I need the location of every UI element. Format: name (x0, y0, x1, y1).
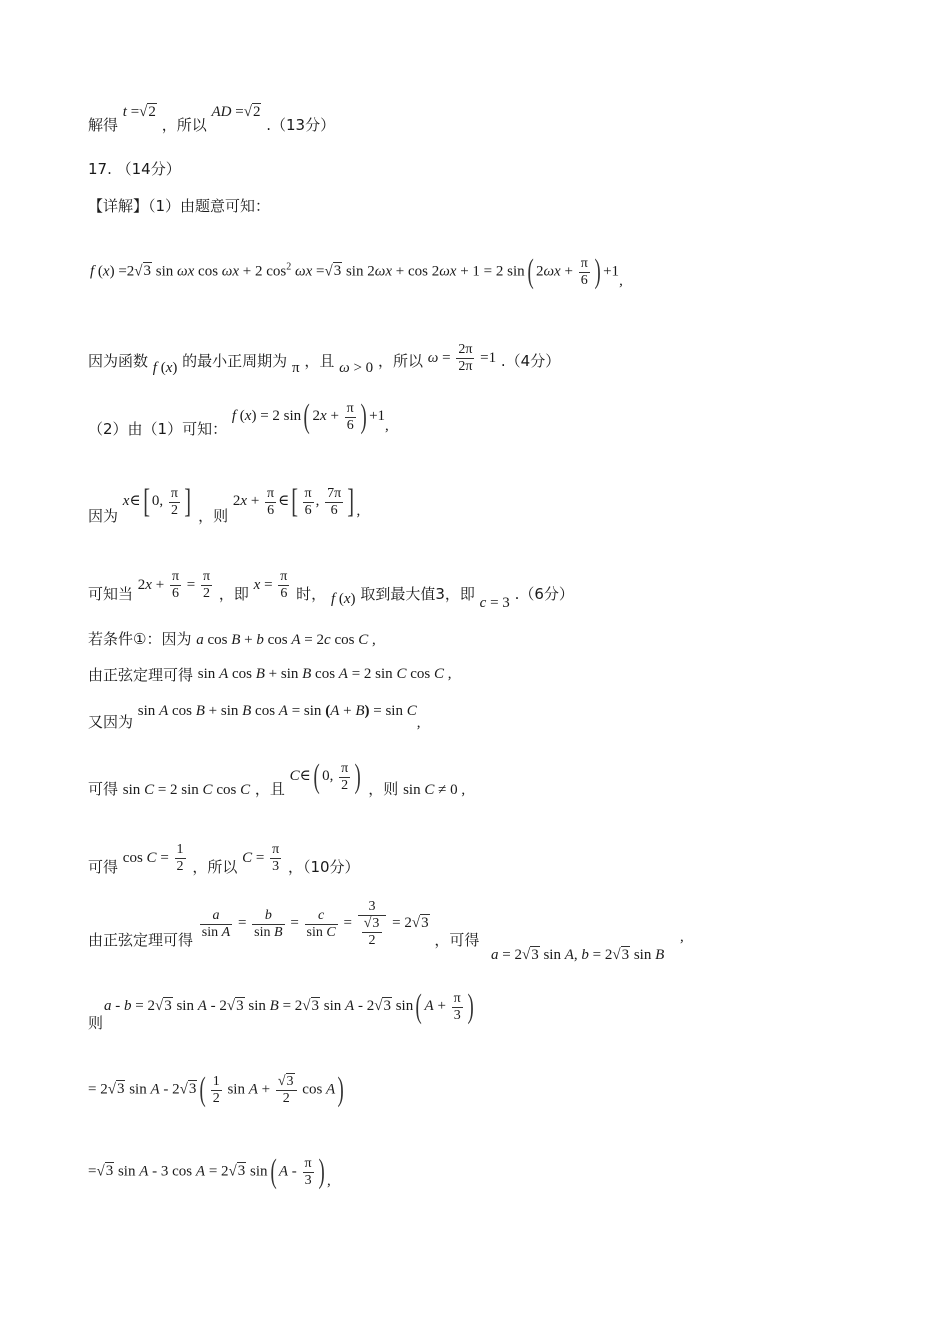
text: .（4分） (500, 351, 561, 370)
text: 由正弦定理可得 (88, 666, 194, 684)
text: 因为 (88, 507, 119, 526)
formula-2x-range: 2x + $\frac{\pi}{6}$ ∈[ $\frac{\pi}{6}$ , $\frac{7\pi}{6}$ ] , (232, 483, 361, 520)
formula-cosC: cos C = $\frac{1}{2}$ (122, 842, 184, 874)
formula-sine-1: sin A cos B + sin B cos A = 2 sin C cos C , (197, 666, 452, 682)
line-sine-law-1 (88, 666, 451, 682)
formula-sum: sin A cos B + sin B cos A = sin (A + B) = sin C, (137, 703, 421, 731)
text: .（13分） (266, 116, 336, 134)
line-period (88, 343, 560, 374)
formula-x-range: x∈[ 0, $\frac{\pi}{2}$ ] (122, 483, 192, 520)
formula-c: c = 3 (479, 594, 510, 611)
question-number: 17. （14分） (88, 160, 181, 178)
text: ，且 (254, 780, 285, 799)
line-sinC (88, 758, 466, 799)
text: ，所以 (377, 351, 423, 370)
formula-ad: AD =√2 (211, 104, 261, 120)
text: 取到最大值3，即 (360, 584, 475, 603)
text: ，则 (198, 507, 229, 526)
formula-fx-small: f (x) (152, 359, 178, 376)
text: （2）由（1）可知： (88, 420, 228, 439)
formula-fx: f (x) =2√3 sin ωx cos ωx + 2 $\cos^2 \omega x =√3$ sin 2ωx + cos 2ωx + 1 = 2 sin( 2ωx + $\frac{\pi}{6}$ ) +1, (90, 253, 623, 290)
formula-sinC: sin C = 2 sin C cos C (122, 782, 251, 799)
text: 可知当 (88, 584, 134, 603)
formula-fx-2: f (x) = 2 sin( 2x + $\frac{\pi}{6}$ ) +1, (231, 398, 389, 435)
text: ，所以 (192, 857, 238, 876)
comma: , (680, 929, 684, 945)
text: 解得 (88, 116, 119, 134)
detail-heading: 【详解】（1）由题意可知： (88, 197, 271, 215)
formula-C-range: C∈( 0, $\frac{\pi}{2}$ ) (289, 758, 361, 795)
text: ，即 (218, 584, 249, 603)
text: ，且 (304, 351, 335, 370)
text: ，可得 (434, 931, 480, 950)
line-cosC (88, 843, 360, 874)
formula-omega: ω = $\frac{2\pi}{2\pi}$ =1 (427, 342, 497, 374)
text: 由正弦定理可得 (88, 931, 194, 950)
line-sine-law-2 (88, 900, 479, 948)
text: 可得 (88, 780, 119, 799)
line-max (88, 569, 574, 611)
formula-eq1: 2x + $\frac{\pi}{6}$ = $\frac{\pi}{2}$ (137, 569, 211, 601)
formula-C: C = $\frac{\pi}{3}$ (242, 842, 280, 874)
formula-cond1: a cos B + b cos A = 2c cos C , (196, 632, 376, 648)
text: 若条件①：因为 (88, 630, 192, 648)
formula-t: t =√2 (122, 104, 156, 120)
line-then (88, 988, 476, 1032)
formula-final: =√3 sin A - 3 cos A = 2√3 sin( A - $\frac{\pi}{3}$ ) , (88, 1153, 331, 1190)
text: ，所以 (161, 116, 207, 134)
text: ，则 (368, 780, 399, 799)
formula-sinC-ne: sin C ≠ 0 , (403, 782, 466, 799)
text: 时， (296, 584, 327, 603)
line-also (88, 703, 421, 731)
formula-fx-3: f (x) (330, 590, 356, 607)
formula-omega-pos: ω > 0 (339, 359, 374, 376)
line-part2 (88, 398, 389, 439)
formula-pi: π (291, 359, 300, 376)
line-range (88, 483, 361, 526)
line-cond1 (88, 632, 376, 648)
formula-ab: a = 2√3 sin A, b = 2√3 sin B (491, 947, 665, 963)
text: 因为函数 (88, 351, 149, 370)
line-solve-t (88, 104, 336, 134)
formula-a-minus-b: a - b = 2√3 sin A - 2√3 sin B = 2√3 sin A - 2√3 sin( A + $\frac{\pi}{3}$ ) (104, 988, 474, 1025)
text: .（6分） (514, 584, 574, 603)
text: 可得 (88, 857, 119, 876)
text: ，（10分） (287, 857, 360, 876)
text: 则 (88, 1014, 104, 1032)
formula-expand: = 2√3 sin A - 2√3 ( $\frac{1}{2}$ sin A + $\frac{√3}{2}$ cos A) (88, 1071, 344, 1108)
text: 又因为 (88, 713, 134, 731)
text: 的最小正周期为 (182, 351, 288, 370)
formula-x-val: x = $\frac{\pi}{6}$ (253, 569, 288, 601)
formula-ratio: $\frac{a}{\text{sin A}}$ = $\frac{b}{\text{sin B}}$ = $\frac{c}{\text{sin C}}$ = $\frac{3}{\frac{√3}{2}}$ = 2√3 (201, 899, 429, 948)
